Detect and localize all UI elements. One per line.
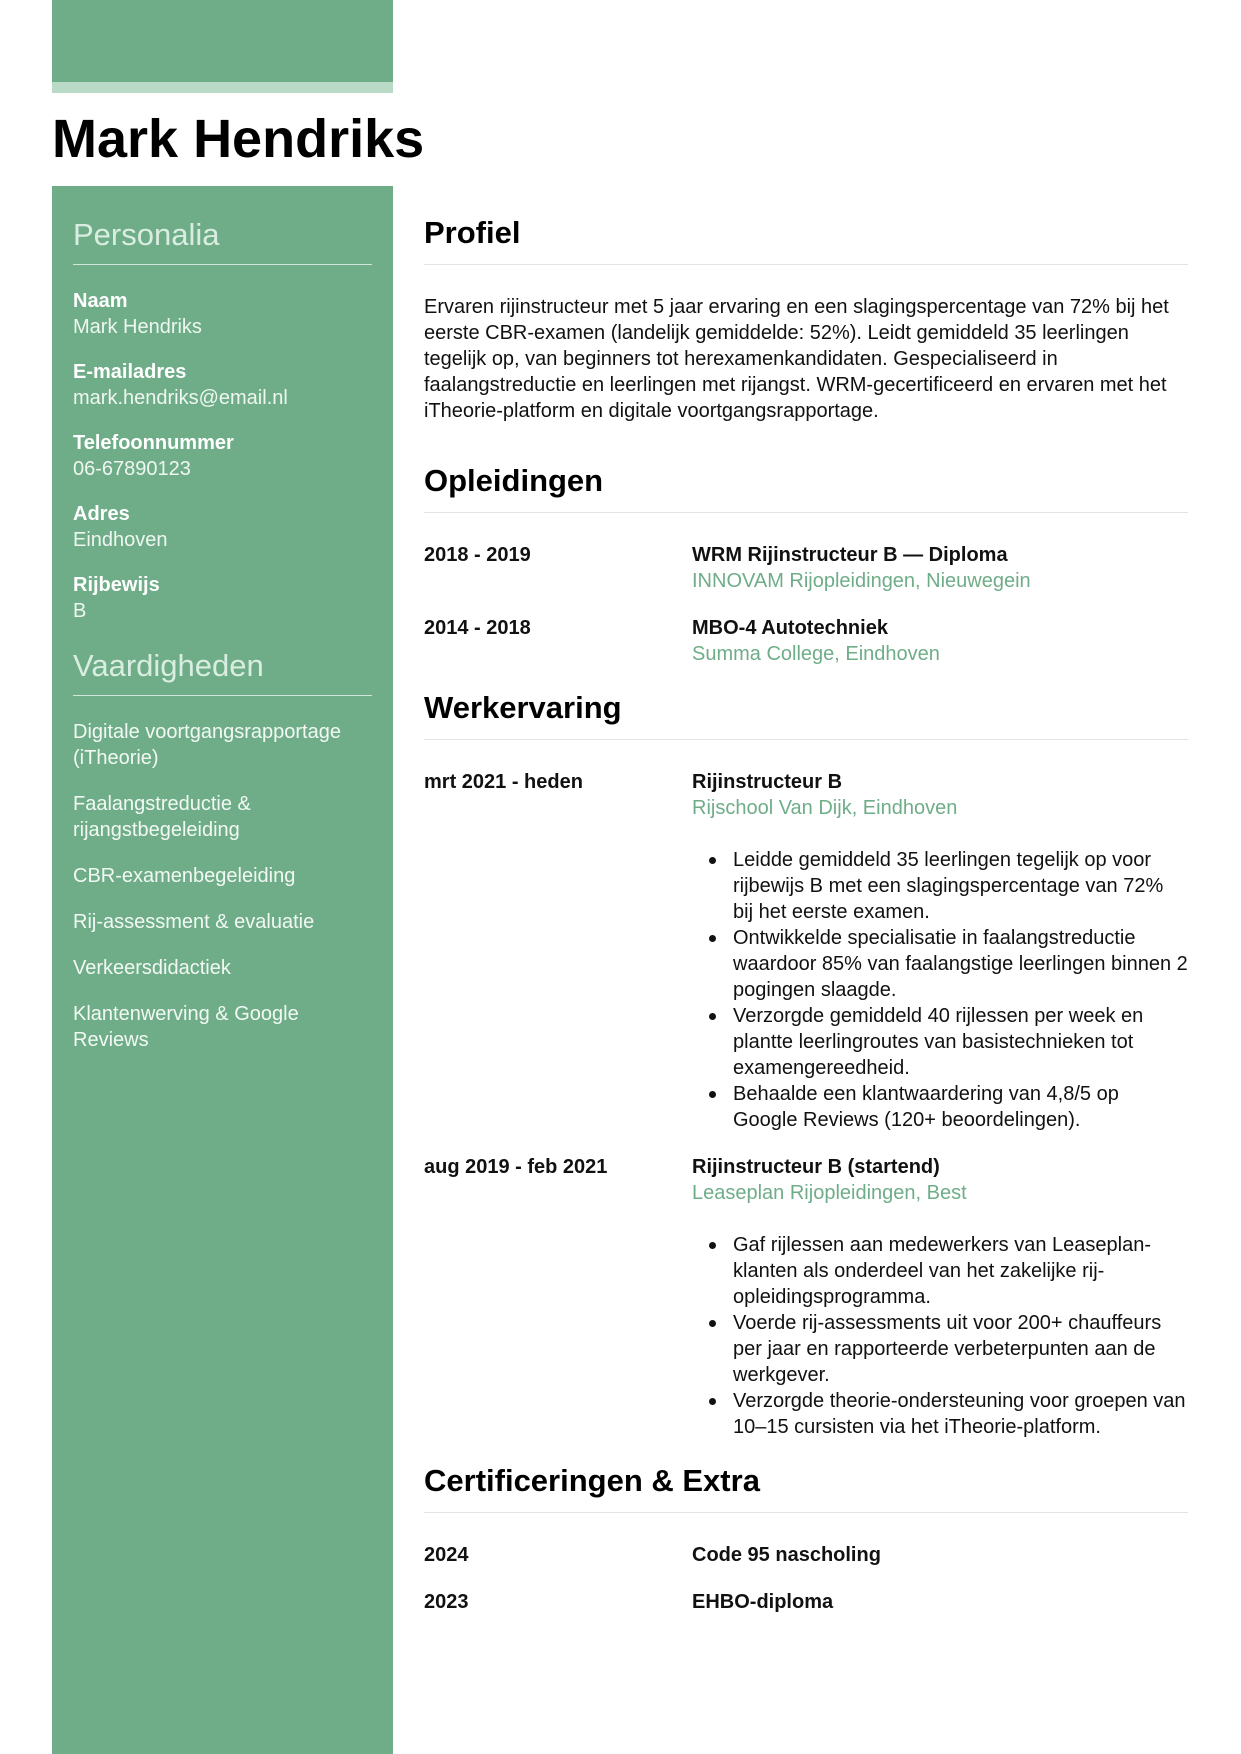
work-bullet: Verzorgde theorie-ondersteuning voor groepen van 10–15 cursisten via het iTheorie-platform. <box>692 1388 1188 1440</box>
certifications-section <box>424 1461 1188 1615</box>
work-bullets <box>692 1232 1188 1440</box>
entry-title: Rijinstructeur B <box>692 771 843 793</box>
personalia-value: mark.hendriks@email.nl <box>73 387 288 409</box>
entry-employer: Rijschool Van Dijk, Eindhoven <box>692 797 958 819</box>
entry-title: Code 95 nascholing <box>692 1544 881 1566</box>
profile-section <box>424 213 1188 424</box>
skill-item: Rij-assessment & evaluatie <box>73 911 315 933</box>
work-entry <box>424 769 1188 1133</box>
work-entry <box>424 1154 1188 1440</box>
certification-entry <box>424 1542 1188 1568</box>
header-color-block <box>52 0 393 82</box>
header-accent-strip <box>52 82 393 93</box>
personalia-label: E-mailadres <box>73 361 187 383</box>
entry-date: aug 2019 - feb 2021 <box>424 1156 608 1178</box>
main-content <box>424 213 1188 1636</box>
personalia-label: Adres <box>73 503 130 525</box>
personalia-label: Rijbewijs <box>73 574 160 596</box>
personalia-value: Mark Hendriks <box>73 316 202 338</box>
skills-heading: Vaardigheden <box>73 648 372 696</box>
personalia-item-name <box>73 288 372 340</box>
certifications-list <box>424 1542 1188 1615</box>
personalia-value: 06-67890123 <box>73 458 191 480</box>
personalia-item-email <box>73 359 372 411</box>
entry-body <box>692 1542 1188 1568</box>
entry-date: 2018 - 2019 <box>424 544 531 566</box>
work-bullets <box>692 847 1188 1133</box>
education-list <box>424 542 1188 667</box>
education-title: Opleidingen <box>424 461 1188 513</box>
profile-text: Ervaren rijinstructeur met 5 jaar ervaring en een slagingspercentage van 72% bij het eerste CBR-examen (landelijk gemiddelde: 52%). Leidt gemiddeld 35 leerlingen tegelijk op, van beginners tot herexamenkandidaten. Gespecialiseerd in faalangstreductie en leerlingen met rijangst. WRM-gecertificeerd en ervaren met het iTheorie-platform en digitale voortgangsrapportage. <box>424 296 1169 422</box>
personalia-value: B <box>73 600 87 622</box>
work-bullet: Voerde rij-assessments uit voor 200+ chauffeurs per jaar en rapporteerde verbeterpunten aan de werkgever. <box>692 1310 1188 1388</box>
certification-entry <box>424 1589 1188 1615</box>
entry-date: 2023 <box>424 1591 469 1613</box>
entry-body <box>692 542 1188 594</box>
personalia-heading: Personalia <box>73 217 372 265</box>
entry-institution: Summa College, Eindhoven <box>692 643 940 665</box>
entry-title: Rijinstructeur B (startend) <box>692 1156 940 1178</box>
education-entry <box>424 615 1188 667</box>
work-section <box>424 688 1188 1440</box>
skill-item: Digitale voortgangsrapportage (iTheorie) <box>73 721 341 769</box>
work-title: Werkervaring <box>424 688 1188 740</box>
skill-item: Verkeersdidactiek <box>73 957 231 979</box>
personalia-label: Naam <box>73 290 128 312</box>
personalia-value: Eindhoven <box>73 529 168 551</box>
education-section <box>424 461 1188 667</box>
entry-body <box>692 1154 1188 1440</box>
education-entry <box>424 542 1188 594</box>
work-bullet: Gaf rijlessen aan medewerkers van Leaseplan-klanten als onderdeel van het zakelijke rij-opleidingsprogramma. <box>692 1232 1188 1310</box>
skill-item: Klantenwerving & Google Reviews <box>73 1003 299 1051</box>
sidebar <box>52 186 393 1754</box>
work-bullet: Leidde gemiddeld 35 leerlingen tegelijk op voor rijbewijs B met een slagingspercentage van 72% bij het eerste examen. <box>692 847 1188 925</box>
work-list <box>424 769 1188 1440</box>
entry-body <box>692 1589 1188 1615</box>
entry-body <box>692 615 1188 667</box>
entry-title: EHBO-diploma <box>692 1591 834 1613</box>
certifications-title: Certificeringen & Extra <box>424 1461 1188 1513</box>
skill-item: Faalangstreductie & rijangstbegeleiding <box>73 793 251 841</box>
personalia-item-phone <box>73 430 372 482</box>
entry-employer: Leaseplan Rijopleidingen, Best <box>692 1182 967 1204</box>
work-bullet: Behaalde een klantwaardering van 4,8/5 op Google Reviews (120+ beoordelingen). <box>692 1081 1188 1133</box>
entry-title: WRM Rijinstructeur B — Diploma <box>692 544 1008 566</box>
entry-date: mrt 2021 - heden <box>424 771 583 793</box>
personalia-item-license <box>73 572 372 624</box>
entry-institution: INNOVAM Rijopleidingen, Nieuwegein <box>692 570 1031 592</box>
work-bullet: Verzorgde gemiddeld 40 rijlessen per week en plantte leerlingroutes van basistechnieken tot examengereedheid. <box>692 1003 1188 1081</box>
entry-date: 2024 <box>424 1544 469 1566</box>
entry-date: 2014 - 2018 <box>424 617 531 639</box>
personalia-item-address <box>73 501 372 553</box>
profile-title: Profiel <box>424 213 1188 265</box>
entry-body <box>692 769 1188 1133</box>
skill-item: CBR-examenbegeleiding <box>73 865 296 887</box>
entry-title: MBO-4 Autotechniek <box>692 617 888 639</box>
candidate-name: Mark Hendriks <box>52 109 425 169</box>
work-bullet: Ontwikkelde specialisatie in faalangstreductie waardoor 85% van faalangstige leerlingen binnen 2 pogingen slaagde. <box>692 925 1188 1003</box>
personalia-label: Telefoonnummer <box>73 432 234 454</box>
